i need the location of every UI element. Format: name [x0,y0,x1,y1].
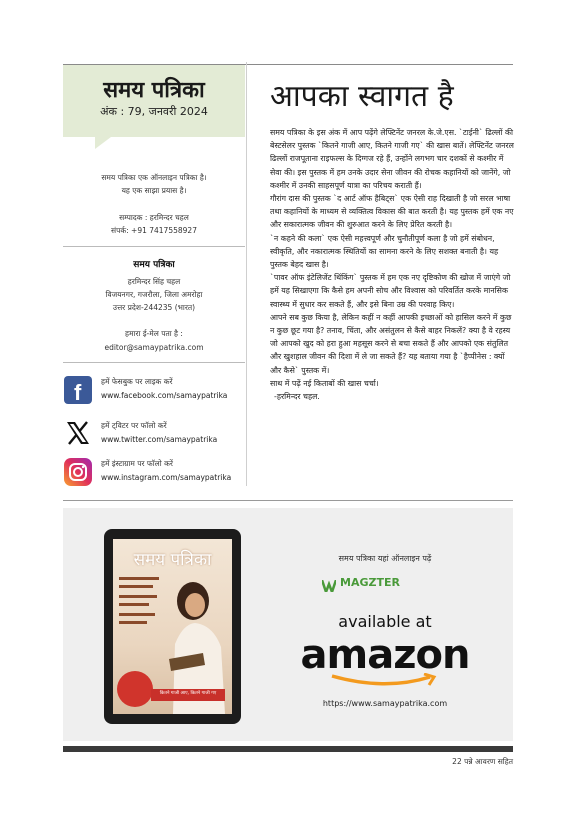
x-twitter-icon[interactable] [64,419,92,447]
instagram-label: हमें इंस्टाग्राम पर फॉलो करें [101,459,173,468]
divider [63,246,245,247]
article-paragraph: साथ में पढ़ें नई किताबों की खास चर्चा। [270,378,379,388]
amazon-logo[interactable]: amazon [300,632,470,678]
address-title: समय पत्रिका [133,260,175,270]
amazon-smile-icon [330,673,440,693]
welcome-heading: आपका स्वागत है [270,79,454,114]
available-at: available at [338,612,432,631]
intro-line-2: यह एक साझा प्रयास है। [121,186,187,195]
facebook-url[interactable]: www.facebook.com/samaypatrika [101,391,228,400]
instagram-url[interactable]: www.instagram.com/samaypatrika [101,473,232,482]
article-paragraph: समय पत्रिका के इस अंक में आप पढ़ेंगे लेफ्टिनेंट जनरल के.जे.एस. `टाईनी` ढिल्लों की बेस्टसेलर पुस्तक `कितने गाजी आए, कितने गाजी गए` की खास बातें। लेफ्टिनेंट जनरल ढिल्लों राजपूताना राइफल्स के दिग्गज रहे हैं, उन्होंने लगभग चार दशकों से कश्मीर में सेवा की। इस पुस्तक में हम उनके उदार सेना जीवन की रोचक कहानियों को जानेंगे, जो कश्मीर में उनकी साहसपूर्ण यात्रा का परिचय कराती हैं। [270,128,514,190]
article-paragraph: गौरांग दास की पुस्तक `द आर्ट ऑफ हैबिट्स` एक ऐसी राह दिखाती है जो सरल भाषा तथा कहानियों के माध्यम से व्यक्तित्व विकास की बात करती है। यह पुस्तक हमें एक नए और सकारात्मक जीवन की शुरुआत करने के लिए प्रेरित करती है। [270,194,514,230]
divider [63,362,245,363]
facebook-label: हमें फेसबुक पर लाइक करें [101,377,173,386]
email-label: हमारा ई-मेल पता है : [125,329,183,338]
masthead-tail [95,137,111,149]
svg-text:f: f [74,380,82,404]
email-link[interactable]: editor@samaypatrika.com [104,343,204,352]
address-line-2: उत्तर प्रदेश-244235 (भारत) [112,303,196,312]
address-line-1: विजयनगर, गजरौला, जिला अमरोहा [105,290,203,299]
article-paragraph: `न कहने की कला` एक ऐसी महत्त्वपूर्ण और चुनौतीपूर्ण कला है जो हमें संबोधन, स्वीकृति, और नकारात्मक स्थितियों का सामना करने के लिए सशक्त बनाती है। यह पुस्तक बेहद खास है। [270,233,499,270]
address-name: हरमिन्दर सिंह चहल [127,277,181,286]
cover-illustration [113,539,232,714]
footer-rule [63,746,513,752]
column-divider [246,62,247,486]
article-body [270,126,515,403]
online-read-line: समय पत्रिका यहां ऑनलाइन पढ़ें [338,554,432,563]
article-paragraph: `पावर ऑफ इंटेलिजेंट थिंकिंग` पुस्तक में हम एक नए दृष्टिकोण की खोज में जाएंगे जो हमें यह सिखाएगा कि कैसे हम अपनी सोच और विश्वास को परिवर्तित करके मानसिक स्वास्थ्य में सुधार कर सकते हैं, और इसे बिना उम्र की परवाह किए। [270,273,511,309]
masthead-title: समय पत्रिका [103,78,205,103]
issue-line: अंक : 79, जनवरी 2024 [100,105,208,118]
editor-line: सम्पादक : हरमिन्दर चहल [119,213,189,222]
magzter-logo[interactable]: MAGZTER [340,576,400,589]
facebook-icon[interactable] [64,376,92,404]
magzter-logo-icon [322,577,336,589]
cover-headline: कितने गाजी आए, कितने गाजी गए [159,691,217,696]
twitter-url[interactable]: www.twitter.com/samaypatrika [101,435,218,444]
intro-line-1: समय पत्रिका एक ऑनलाइन पत्रिका है। [101,173,207,182]
twitter-label: हमें ट्विटर पर फॉलो करें [101,421,167,430]
article-paragraph: आपने सब कुछ किया है, लेकिन कहीं न कहीं आपकी इच्छाओं को हासिल करने में कुछ न कुछ छूट गया है? तनाव, चिंता, और असंतुलन से कैसे बाहर निकलें? क्या है वे रहस्य जो आपको खुद को हरा हुआ महसूस करने से बचा सकते हैं और आपको एक संतुलित और खुशहाल जीवन की दिशा में ले जा सकते हैं? यह बताया गया है `हैप्पीनेस : क्यों और कैसे` पुस्तक में। [270,312,512,375]
section-separator [63,500,513,501]
page-count: 22 पन्ने आवरण सहित [452,757,513,766]
instagram-icon[interactable] [64,458,92,486]
magazine-cover[interactable] [113,539,232,714]
article-signature: -हरमिन्दर चहल. [274,392,320,402]
cover-title: समय पत्रिका [133,550,212,570]
website-link[interactable]: https://www.samaypatrika.com [322,699,448,708]
phone-line: संपर्क: +91 7417558927 [111,226,197,235]
